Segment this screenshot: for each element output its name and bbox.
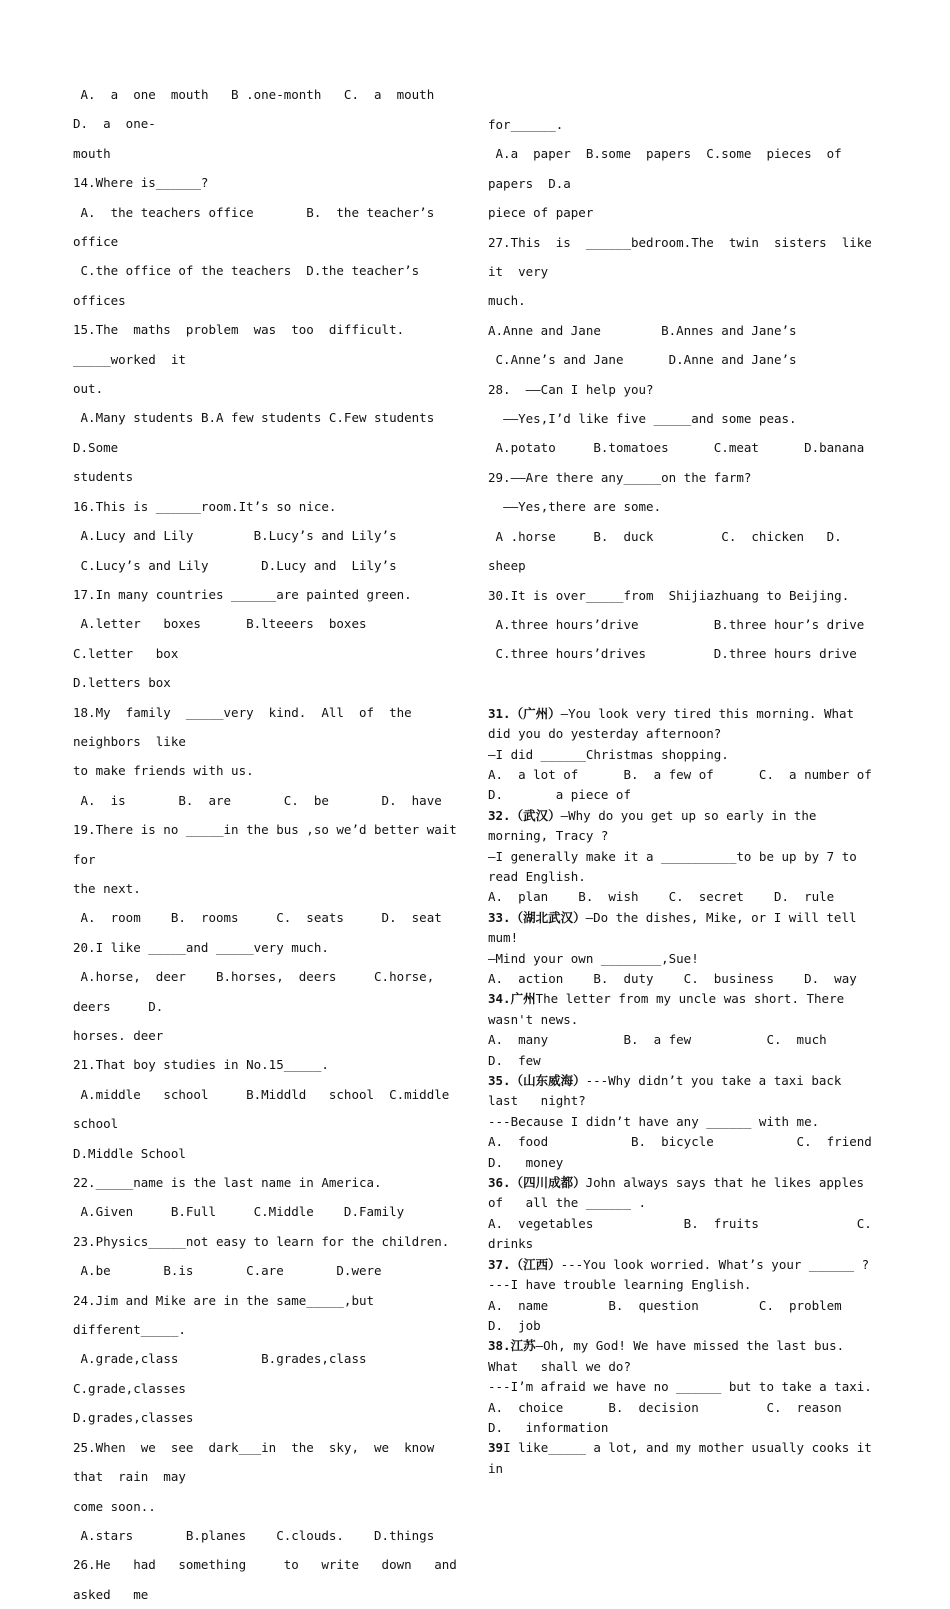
question-line: piece of paper bbox=[488, 205, 594, 221]
question-text: I like_____ a lot, and my mother usually cooks it in bbox=[488, 1440, 880, 1476]
question-number: 39 bbox=[488, 1440, 504, 1456]
question-text: —You look very tired this morning. What did you do yesterday afternoon? bbox=[488, 705, 862, 742]
question-line bbox=[488, 969, 878, 989]
question-line bbox=[488, 745, 878, 765]
question-line: A. room B. rooms C. seats D. seat bbox=[73, 910, 442, 926]
question-text: —Mind your own ________,Sue! bbox=[488, 950, 699, 966]
question-line: 22._____name is the last name in America. bbox=[73, 1175, 382, 1191]
question-line: A .horse B. duck C. chicken D. sheep bbox=[488, 528, 857, 574]
question-line: A.horse, deer B.horses, deers C.horse, deers D. bbox=[73, 969, 450, 1014]
question-line: 29.——Are there any_____on the farm? bbox=[488, 469, 752, 485]
question-line: come soon.. bbox=[73, 1498, 156, 1514]
right-column-part-a bbox=[488, 110, 887, 669]
question-line: A.a paper B.some papers C.some pieces of papers D.a bbox=[488, 146, 857, 191]
question-line: 30.It is over_____from Shijiazhuang to Beijing. bbox=[488, 587, 850, 603]
question-line: 26.He had something to write down and asked me bbox=[73, 1557, 480, 1602]
question-text: A. food B. bicycle C. friend D. money bbox=[488, 1134, 948, 1170]
question-line: students bbox=[73, 469, 134, 485]
question-line bbox=[488, 1296, 895, 1337]
question-text: A. a lot of B. a few of C. a number of D. a piece of bbox=[488, 766, 887, 803]
question-line: horses. deer bbox=[73, 1028, 164, 1043]
question-line: 24.Jim and Mike are in the same_____,but different_____. bbox=[73, 1292, 382, 1338]
question-line: A.letter boxes B.lteeers boxes C.letter box bbox=[73, 616, 412, 661]
right-column bbox=[488, 80, 948, 1494]
question-line: 19.There is no _____in the bus ,so we’d better wait for bbox=[73, 822, 465, 867]
question-number: 34.广州 bbox=[488, 991, 536, 1007]
question-number: 31.（广州） bbox=[488, 705, 561, 721]
question-line: 17.In many countries ______are painted green. bbox=[73, 586, 412, 602]
question-line bbox=[488, 1132, 948, 1173]
question-line bbox=[488, 1112, 878, 1132]
question-line bbox=[488, 1275, 878, 1295]
question-line bbox=[488, 949, 878, 969]
question-line: 23.Physics_____not easy to learn for the children. bbox=[73, 1233, 450, 1249]
question-line: A.Many students B.A few students C.Few students D.Some bbox=[73, 410, 450, 455]
question-text: A. choice B. decision C. reason D. information bbox=[488, 1399, 933, 1435]
question-line: A. a one mouth B .one-month C. a mouth D. a one- bbox=[73, 87, 472, 132]
question-line: A.potato B.tomatoes C.meat D.banana bbox=[488, 440, 865, 456]
question-line: 15.The maths problem was too difficult. _____worked it bbox=[73, 322, 420, 367]
question-line: 14.Where is______? bbox=[73, 175, 209, 191]
question-line: 28. ——Can I help you? bbox=[488, 381, 654, 397]
question-line: mouth bbox=[73, 145, 111, 161]
question-line: out. bbox=[73, 381, 104, 397]
question-line: D.Middle School bbox=[73, 1145, 186, 1161]
question-text: John always says that he likes apples of all the ______ . bbox=[488, 1175, 872, 1211]
question-line bbox=[488, 1336, 878, 1377]
question-line: for______. bbox=[488, 117, 564, 132]
question-line bbox=[488, 1255, 878, 1275]
question-line: to make friends with us. bbox=[73, 763, 254, 779]
question-line: 27.This is ______bedroom.The twin sisters like it very bbox=[488, 234, 887, 280]
question-text: A. action B. duty C. business D. way bbox=[488, 971, 857, 986]
question-text: —I generally make it a __________to be up by 7 to read English. bbox=[488, 848, 865, 884]
question-text: A. vegetables B. fruits C. drinks bbox=[488, 1215, 887, 1252]
question-number: 33.（湖北武汉） bbox=[488, 909, 586, 925]
question-line: A.Lucy and Lily B.Lucy’s and Lily’s bbox=[73, 528, 397, 544]
question-text: —Do the dishes, Mike, or I will tell mum! bbox=[488, 909, 865, 946]
question-text: ---Because I didn’t have any ______ with me. bbox=[488, 1113, 820, 1129]
question-number: 35.（山东威海） bbox=[488, 1073, 586, 1089]
question-number: 37.（江西） bbox=[488, 1256, 561, 1272]
question-line: A.three hours’drive B.three hour’s drive bbox=[488, 616, 865, 632]
question-line: D.letters box bbox=[73, 675, 171, 691]
question-number: 36.（四川成都） bbox=[488, 1175, 586, 1191]
question-text: ---You look worried. What’s your ______ ? bbox=[560, 1256, 870, 1272]
question-line: A. is B. are C. be D. have bbox=[73, 792, 442, 808]
question-line: 20.I like _____and _____very much. bbox=[73, 939, 329, 955]
question-line bbox=[488, 1377, 878, 1397]
question-line: ——Yes,I’d like five _____and some peas. bbox=[488, 411, 797, 427]
question-line: A.be B.is C.are D.were bbox=[73, 1263, 382, 1279]
question-line: C.Lucy’s and Lily D.Lucy and Lily’s bbox=[73, 557, 397, 573]
question-line: C.three hours’drives D.three hours drive bbox=[488, 646, 857, 662]
question-line: A.Anne and Jane B.Annes and Jane’s bbox=[488, 322, 797, 338]
question-text: A. name B. question C. problem D. job bbox=[488, 1297, 895, 1333]
question-text: —I did ______Christmas shopping. bbox=[488, 746, 729, 762]
question-line: A. the teachers office B. the teacher’s office bbox=[73, 204, 442, 250]
question-line: C.Anne’s and Jane D.Anne and Jane’s bbox=[488, 352, 797, 368]
question-line: A.Given B.Full C.Middle D.Family bbox=[73, 1204, 405, 1220]
question-line: A.middle school B.Middld school C.middle school bbox=[73, 1086, 472, 1132]
left-column bbox=[73, 80, 480, 1609]
question-number: 32.（武汉） bbox=[488, 807, 561, 823]
question-line: C.the office of the teachers D.the teacher’s offices bbox=[73, 263, 427, 308]
question-line bbox=[488, 1398, 933, 1439]
question-line: D.grades,classes bbox=[73, 1410, 194, 1426]
question-line: 21.That boy studies in No.15_____. bbox=[73, 1057, 329, 1073]
question-line bbox=[488, 1173, 878, 1214]
question-line: ——Yes,there are some. bbox=[488, 499, 662, 515]
question-text: A. plan B. wish C. secret D. rule bbox=[488, 889, 835, 905]
question-text: A. many B. a few C. much D. few bbox=[488, 1032, 880, 1068]
question-line bbox=[488, 887, 878, 907]
question-line bbox=[488, 1214, 887, 1255]
question-line: 16.This is ______room.It’s so nice. bbox=[73, 498, 337, 514]
question-line bbox=[488, 806, 878, 847]
question-text: —Why do you get up so early in the morning, Tracy ? bbox=[488, 807, 824, 844]
question-line: much. bbox=[488, 293, 526, 309]
question-line bbox=[488, 1030, 878, 1071]
question-number: 38.江苏 bbox=[488, 1338, 536, 1354]
question-line: the next. bbox=[73, 880, 141, 896]
question-line: A.stars B.planes C.clouds. D.things bbox=[73, 1527, 435, 1543]
question-line: A.grade,class B.grades,class C.grade,classes bbox=[73, 1351, 442, 1396]
question-text: ---I have trouble learning English. bbox=[488, 1277, 752, 1293]
question-line: 18.My family _____very kind. All of the neighbors like bbox=[73, 704, 427, 749]
question-line bbox=[488, 989, 878, 1030]
question-text: The letter from my uncle was short. There wasn't news. bbox=[488, 991, 852, 1027]
question-line: 25.When we see dark___in the sky, we know that rain may bbox=[73, 1439, 450, 1485]
question-line bbox=[488, 1438, 878, 1479]
question-line bbox=[488, 704, 878, 745]
question-line bbox=[488, 908, 878, 949]
question-text: ---I’m afraid we have no ______ but to take a taxi. bbox=[488, 1379, 872, 1395]
question-line bbox=[488, 1071, 878, 1112]
question-line bbox=[488, 765, 887, 806]
question-text: —Oh, my God! We have missed the last bus. What shall we do? bbox=[488, 1338, 852, 1374]
right-column-part-b bbox=[488, 704, 948, 1479]
question-line bbox=[488, 847, 878, 888]
question-text: ---Why didn’t you take a taxi back last night? bbox=[488, 1073, 849, 1109]
